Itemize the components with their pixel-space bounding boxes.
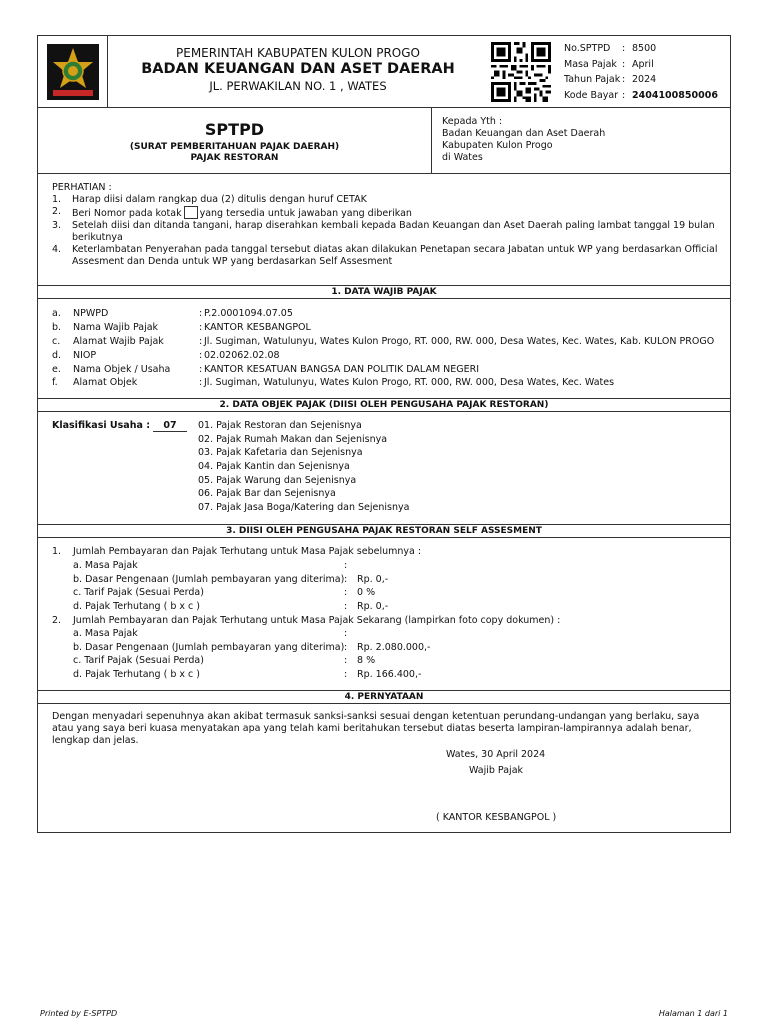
- recipient-line: Badan Keuangan dan Aset Daerah: [442, 128, 606, 139]
- assessment-heading: 2. Jumlah Pembayaran dan Pajak Terhutang untuk Masa Pajak Sekarang (lampirkan foto copy dokumen) :: [52, 614, 561, 626]
- taxpayer-row: b. Nama Wajib Pajak : KANTOR KESBANGPOL: [52, 322, 311, 334]
- classification-option: 01. Pajak Restoran dan Sejenisnya: [198, 420, 362, 431]
- notice-item: 2. Beri Nomor pada kotak yang tersedia untuk jawaban yang diberikan: [52, 206, 412, 219]
- npwpd-value: P.2.0001094.07.05: [204, 308, 293, 320]
- form-title-block: [38, 108, 432, 173]
- meta-value: 2024: [632, 74, 657, 86]
- footer-page-number: Halaman 1 dari 1: [658, 1009, 728, 1018]
- classification-option: 06. Pajak Bar dan Sejenisnya: [198, 488, 336, 500]
- notice-heading: PERHATIAN :: [52, 182, 112, 193]
- classification-label: Klasifikasi Usaha :: [52, 420, 150, 431]
- assessment-row: b. Dasar Pengenaan (Jumlah pembayaran yang diterima) : Rp. 0,-: [73, 573, 389, 585]
- classification-option: 05. Pajak Warung dan Sejenisnya: [198, 474, 357, 486]
- meta-value: 8500: [632, 43, 657, 55]
- form-header: [38, 36, 730, 108]
- title-row: [38, 108, 730, 174]
- notice-item: 1. Harap diisi dalam rangkap dua (2) ditulis dengan huruf CETAK: [52, 194, 367, 205]
- assessment-row: d. Pajak Terhutang ( b x c ) : Rp. 0,-: [73, 600, 389, 612]
- assessment-heading: 1. Jumlah Pembayaran dan Pajak Terhutang untuk Masa Pajak sebelumnya :: [52, 546, 422, 558]
- taxpayer-address-value: Jl. Sugiman, Watulunyu, Wates Kulon Progo, RT. 000, RW. 000, Desa Wates, Kec. Wates, Kab. KULON PROGO: [204, 335, 715, 347]
- meta-value: April: [632, 58, 654, 70]
- taxpayer-row: f. Alamat Objek : Jl. Sugiman, Watulunyu, Wates Kulon Progo, RT. 000, RW. 000, Desa Wates, Kec. Wates: [52, 377, 615, 389]
- taxpayer-data: [52, 307, 732, 390]
- meta-row-kode: Kode Bayar : 2404100850006: [564, 89, 718, 101]
- footer-printed-by: Printed by E-SPTPD: [40, 1009, 118, 1018]
- government-block: [108, 36, 488, 108]
- meta-row-tahun: Tahun Pajak : 2024: [564, 74, 657, 86]
- statement-text: Dengan menyadari sepenuhnya akan akibat termasuk sanksi-sanksi sesuai dengan ketentuan perundang-undangan yang berlaku, saya atau yang saya beri kuasa menyatakan apa yang telah kami beritahukan tersebut diatas beserta lampiran-lampirannya adalah benar, lengkap dan jelas.: [52, 711, 700, 746]
- classification-option: 02. Pajak Rumah Makan dan Sejenisnya: [198, 433, 388, 445]
- notice-item: 3. Setelah diisi dan ditanda tangani, harap diserahkan kembali kepada Badan Keuangan dan Aset Daerah paling lambat tanggal 19 bulan berikutnya: [52, 220, 715, 243]
- notice-block: [52, 182, 722, 268]
- section-4-header: 4. PERNYATAAN: [38, 690, 730, 704]
- section-3-header: 3. DIISI OLEH PENGUSAHA PAJAK RESTORAN SELF ASSESMENT: [38, 524, 730, 538]
- classification-value: 07: [153, 420, 187, 432]
- assessment-row: c. Tarif Pajak (Sesuai Perda) : 8 %: [73, 655, 376, 667]
- meta-row-masa: Masa Pajak : April: [564, 58, 654, 70]
- qr-code-icon: [490, 42, 552, 102]
- assessment-row: b. Dasar Pengenaan (Jumlah pembayaran yang diterima) : Rp. 2.080.000,-: [73, 641, 431, 653]
- taxpayer-row: e. Nama Objek / Usaha : KANTOR KESATUAN BANGSA DAN POLITIK DALAM NEGERI: [52, 363, 480, 375]
- signer-role: Wajib Pajak: [469, 765, 524, 776]
- recipient-line: Kabupaten Kulon Progo: [442, 140, 553, 151]
- meta-label: No.SPTPD: [564, 43, 611, 55]
- classification-option: 07. Pajak Jasa Boga/Katering dan Sejenisnya: [198, 502, 410, 514]
- section-1-header: 1. DATA WAJIB PAJAK: [38, 285, 730, 299]
- logo-cell: [38, 36, 108, 108]
- niop-value: 02.02062.02.08: [204, 349, 280, 361]
- taxpayer-row: c. Alamat Wajib Pajak : Jl. Sugiman, Watulunyu, Wates Kulon Progo, RT. 000, RW. 000, Desa Wates, Kec. Wates, Kab. KULON PROGO: [52, 335, 715, 347]
- agency-address: JL. PERWAKILAN NO. 1 , WATES: [209, 79, 387, 93]
- sptpd-meta: [564, 41, 734, 103]
- regency-emblem-icon: [47, 44, 99, 100]
- payment-code: 2404100850006: [632, 89, 718, 101]
- sample-box: [184, 206, 198, 219]
- self-assessment-block: [52, 545, 732, 681]
- meta-row-no: No.SPTPD : 8500: [564, 43, 657, 55]
- form-title: SPTPD: [204, 120, 265, 139]
- recipient-label: Kepada Yth :: [442, 116, 503, 127]
- taxpayer-name-value: KANTOR KESBANGPOL: [204, 322, 311, 334]
- sign-place-date: Wates, 30 April 2024: [446, 749, 546, 760]
- taxpayer-row: a. NPWPD : P.2.0001094.07.05: [52, 308, 293, 320]
- sptpd-form: [37, 35, 731, 833]
- classification-options: [198, 420, 498, 516]
- classification-option: 04. Pajak Kantin dan Sejenisnya: [198, 461, 350, 473]
- object-name-value: KANTOR KESATUAN BANGSA DAN POLITIK DALAM NEGERI: [204, 363, 480, 375]
- meta-label: Tahun Pajak: [564, 74, 621, 86]
- recipient-line: di Wates: [442, 152, 483, 163]
- classification-option: 03. Pajak Kafetaria dan Sejenisnya: [198, 447, 363, 459]
- assessment-row: d. Pajak Terhutang ( b x c ) : Rp. 166.400,-: [73, 669, 422, 681]
- meta-label: Masa Pajak: [564, 58, 617, 70]
- form-tax-type: PAJAK RESTORAN: [190, 153, 279, 163]
- notice-item: 4. Keterlambatan Penyerahan pada tanggal tersebut diatas akan dilakukan Penetapan secara Jabatan untuk WP yang berdasarkan Official Assesment dan Denda untuk WP yang berdasarkan Self Assesment: [52, 244, 718, 267]
- section-2-header: 2. DATA OBJEK PAJAK (DIISI OLEH PENGUSAHA PAJAK RESTORAN): [38, 398, 730, 412]
- taxpayer-row: d. NIOP : 02.02062.02.08: [52, 349, 280, 361]
- object-address-value: Jl. Sugiman, Watulunyu, Wates Kulon Progo, RT. 000, RW. 000, Desa Wates, Kec. Wates: [204, 377, 615, 389]
- agency-name: BADAN KEUANGAN DAN ASET DAERAH: [141, 61, 455, 77]
- form-subtitle: (SURAT PEMBERITAHUAN PAJAK DAERAH): [129, 142, 340, 152]
- signer-name: ( KANTOR KESBANGPOL ): [436, 812, 557, 823]
- recipient-block: [442, 116, 727, 164]
- gov-name: PEMERINTAH KABUPATEN KULON PROGO: [176, 46, 420, 60]
- meta-label: Kode Bayar: [564, 89, 619, 101]
- assessment-row: c. Tarif Pajak (Sesuai Perda) : 0 %: [73, 587, 376, 599]
- assessment-row: a. Masa Pajak :: [73, 559, 348, 571]
- assessment-row: a. Masa Pajak :: [73, 628, 348, 640]
